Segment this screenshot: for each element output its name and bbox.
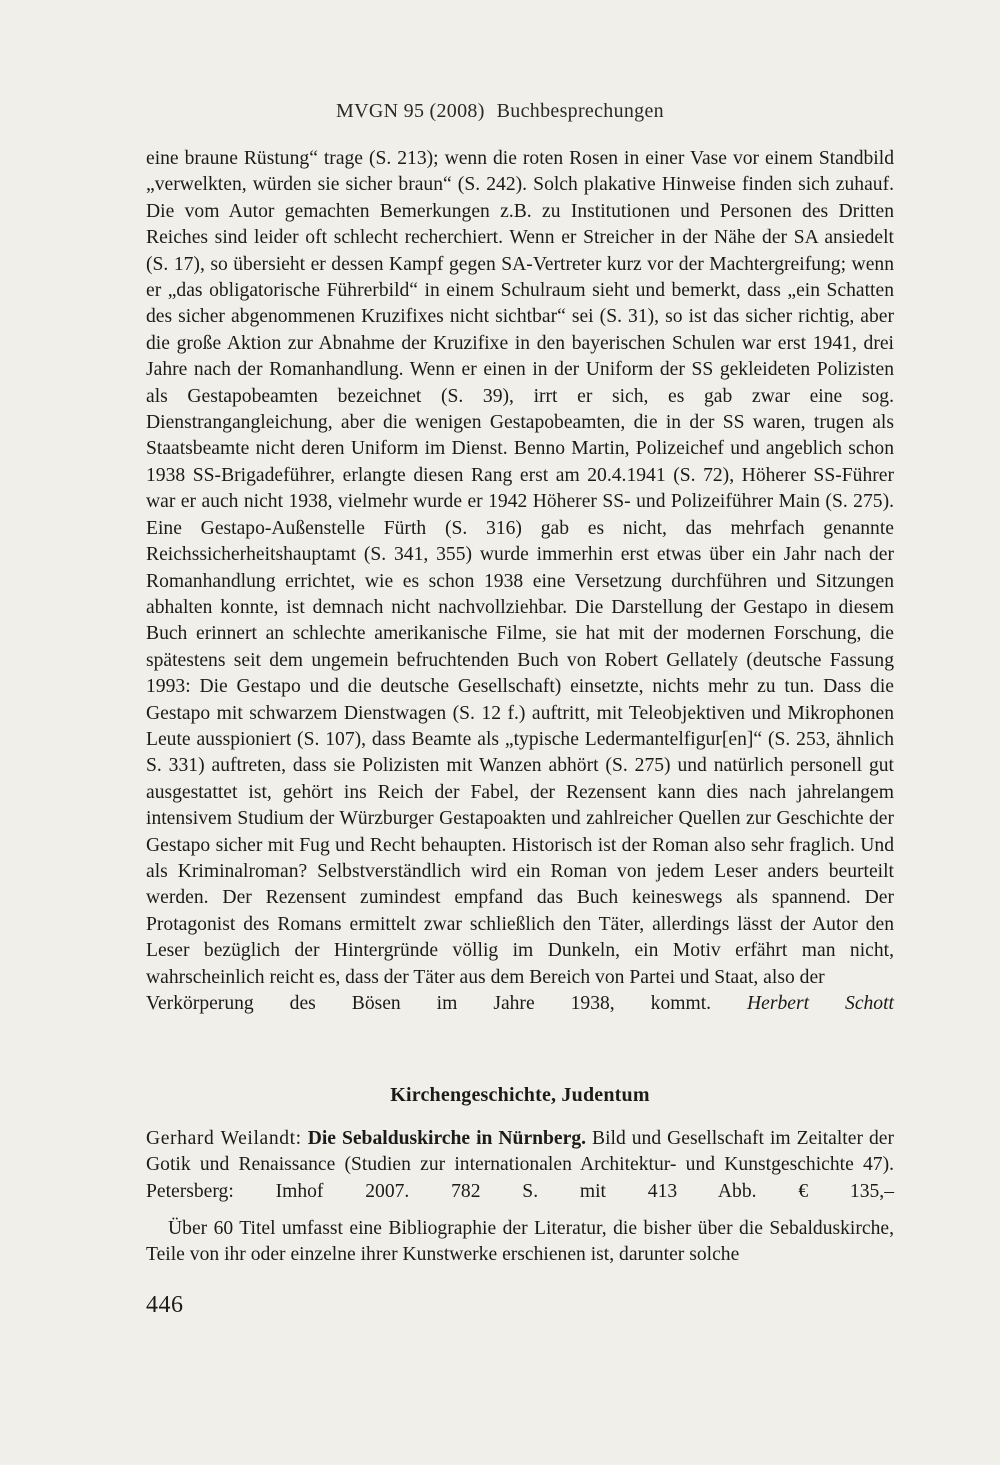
new-review bbox=[146, 1216, 894, 1269]
journal-citation: MVGN 95 (2008) bbox=[336, 100, 485, 122]
reviewer-signature: Herbert Schott bbox=[747, 993, 894, 1014]
review-paragraph bbox=[146, 146, 894, 991]
book-entry-text bbox=[146, 1126, 894, 1205]
page-number: 446 bbox=[146, 1292, 184, 1318]
section-name: Buchbesprechungen bbox=[496, 100, 664, 122]
book-author: Gerhard Weilandt: bbox=[146, 1128, 302, 1149]
book-bibliographic-entry bbox=[146, 1126, 894, 1205]
section-heading: Kirchengeschichte, Judentum bbox=[390, 1084, 650, 1106]
closing-sentence: Verkörperung des Bösen im Jahre 1938, kommt. bbox=[146, 993, 712, 1014]
running-head bbox=[0, 100, 1000, 123]
book-title: Die Sebalduskirche in Nürnberg. bbox=[307, 1128, 587, 1149]
review-body-text: eine braune Rüstung“ trage (S. 213); wenn die roten Rosen in einer Vase vor einem Standbild „verwelkten, würden sie sicher braun“ (S. 242). Solch plakative Hinweise finden sich zuhauf. Die vom Autor gemachten Bemerkungen z.B. zu Institutionen und Personen des Dritten Reiches sind leider oft schlecht recherchiert. Wenn er Streicher in der Nähe der SA ansiedelt (S. 17), so übersieht er dessen Kampf gegen SA-Vertreter kurz vor der Machtergreifung; wenn er „das obligatorische Führerbild“ in einem Schulraum sieht und bemerkt, dass „ein Schatten des sicher abgenommenen Kruzifixes nicht sichtbar“ sei (S. 31), so ist das sicher richtig, aber die große Aktion zur Abnahme der Kruzifixe in den bayerischen Schulen war erst 1941, drei Jahre nach der Romanhandlung. Wenn er einen in der Uniform der SS gekleideten Polizisten als Gestapobeamten bezeichnet (S. 39), irrt er sich, es gab zwar eine sog. Dienstrangangleichung, aber die wenigen Gestapobeamten, die in der SS waren, trugen als Staatsbeamte nicht deren Uniform im Dienst. Benno Martin, Polizeichef und angeblich schon 1938 SS-Brigadeführer, erlangte diesen Rang erst am 20.4.1941 (S. 72), Höherer SS-Führer war er auch nicht 1938, vielmehr wurde er 1942 Höherer SS- und Polizeiführer Main (S. 275). Eine Gestapo-Außenstelle Fürth (S. 316) gab es nicht, das mehrfach genannte Reichssicherheitshauptamt (S. 341, 355) wurde immerhin erst etwas über ein Jahr nach der Romanhandlung errichtet, wie es schon 1938 eine Versetzung durchführen und Sitzungen abhalten konnte, ist demnach nicht nachvollziehbar. Die Darstellung der Gestapo in diesem Buch erinnert an schlechte amerikanische Filme, sie hat mit der modernen Forschung, die spätestens seit dem ungemein befruchtenden Buch von Robert Gellately (deutsche Fassung 1993: Die Gestapo und die deutsche Gesellschaft) einsetzte, nichts mehr zu tun. Dass die Gestapo mit schwarzem Dienstwagen (S. 12 f.) auftritt, mit Teleobjektiven und Mikrophonen Leute ausspioniert (S. 107), dass Beamte als „typische Ledermantelfigur[en]“ (S. 253, ähnlich S. 331) auftreten, dass sie Polizisten mit Wanzen abhört (S. 275) und natürlich personell gut ausgestattet ist, gehört ins Reich der Fabel, der Rezensent kann dies nach jahrelangem intensivem Studium der Würzburger Gestapoakten und zahlreicher Quellen zur Geschichte der Gestapo sicher mit Fug und Recht behaupten. Historisch ist der Roman also sehr fraglich. Und als Kriminalroman? Selbstverständlich wird ein Roman von jedem Leser anders beurteilt werden. Der Rezensent zumindest empfand das Buch keineswegs als spannend. Der Protagonist des Romans ermittelt zwar schließlich den Täter, allerdings lässt der Autor den Leser bezüglich der Hintergründe völlig im Dunkeln, ein Motiv erfährt man nicht, wahrscheinlich reicht es, dass der Täter aus dem Bereich von Partei und Staat, also der bbox=[146, 148, 894, 988]
new-review-paragraph: Über 60 Titel umfasst eine Bibliographie der Literatur, die bisher über die Sebalduskirche, Teile von ihr oder einzelne ihrer Kunstwerke erschienen ist, darunter solche bbox=[146, 1218, 894, 1266]
book-price: € 135,– bbox=[798, 1180, 894, 1202]
review-continuation bbox=[146, 146, 894, 1017]
book-details: Bild und Gesellschaft im Zeitalter der Gotik und Renaissance (Studien zur internationalen Architektur- und Kunstgeschichte 47). Petersberg: Imhof 2007. 782 S. mit 413 Abb. bbox=[146, 1128, 894, 1202]
review-closing-line bbox=[146, 991, 894, 1017]
